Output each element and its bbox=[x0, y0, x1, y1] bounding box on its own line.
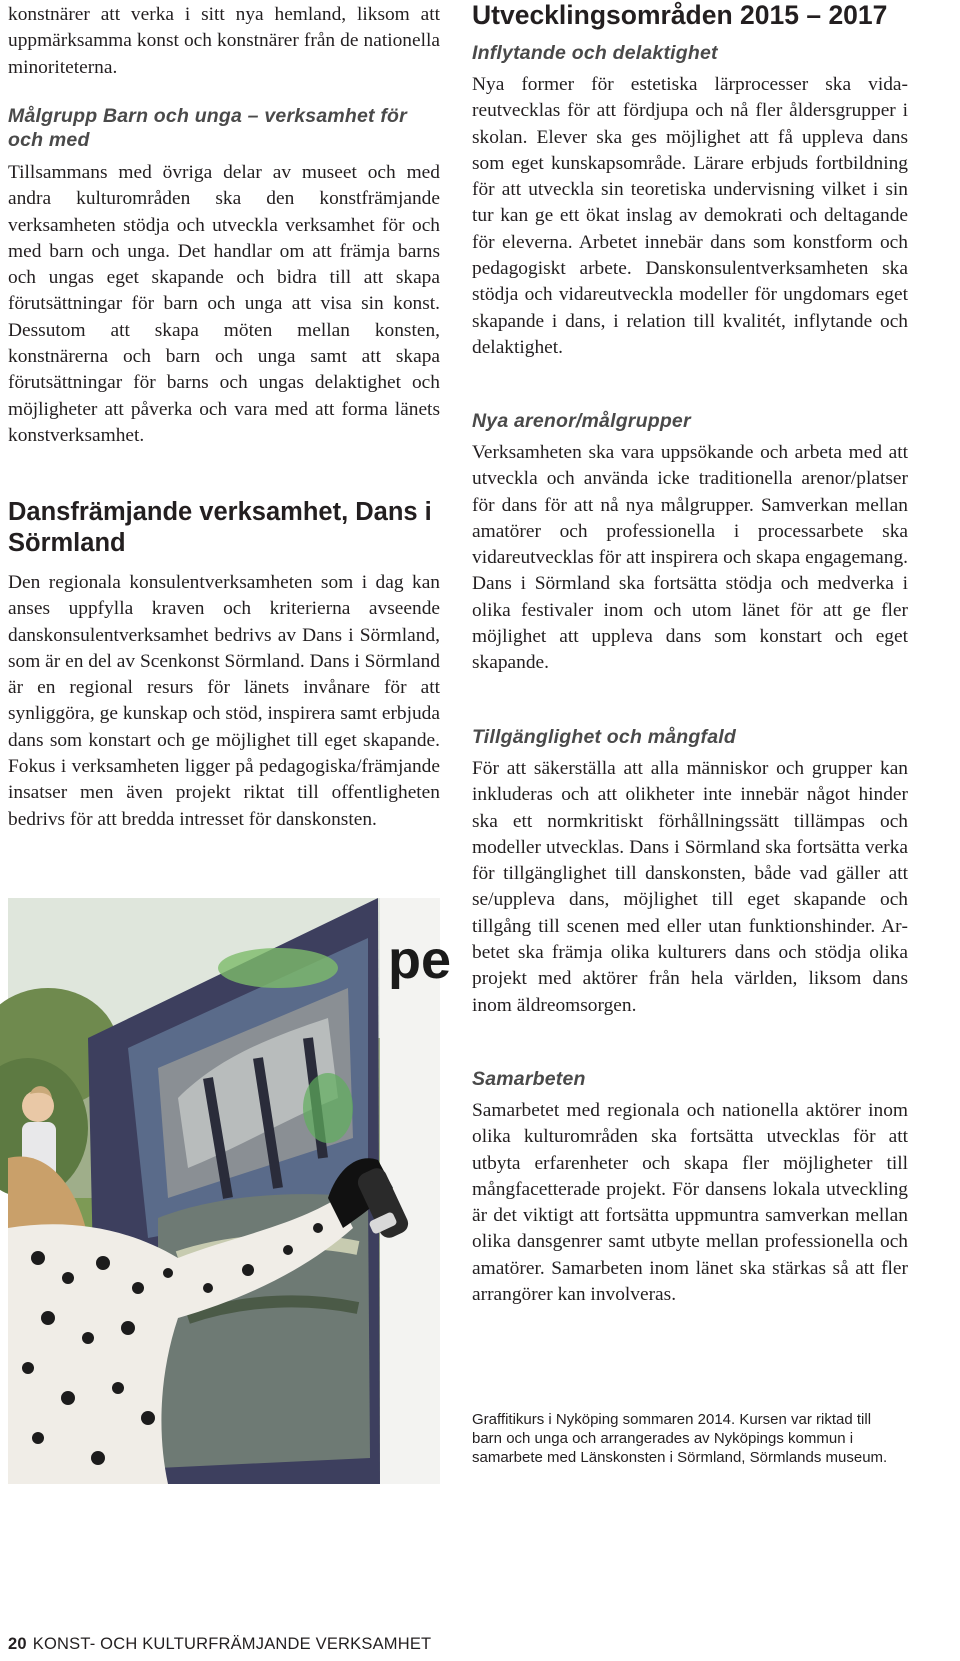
left-paragraph-2: Tillsammans med övriga delar av museet och med andra kulturområden ska den konstfrämjande verksamheten stödja och utveckla verksamhet för och med barn och unga. Det handlar om att främja barns och ungas eget skapande och bidra till att skapa förutsättningar för barn och unga att visa sin konst. Dessutom att skapa möten mellan konsten, konstnärerna och barn och unga samt att skapa förutsättningar för barns och ungas delaktighet och möjligheter att påverka och vara med att forma länets konstverksamhet. bbox=[8, 162, 440, 446]
right-paragraph-3: För att säkerställa att alla människor och grupper kan inkluderas och att olikheter inte innebär något hinder ska ett normkritiskt förhållningssätt tillämpas och modeller utvecklas. Dans i Sörmland ska fortsätta verka för tillgänglighet till danskonsten, både vad gäller att se/uppleva dans, möjlighet till eget skapande och tillgång till scenen med eller utan funktionshinder. Arbetet ska främja olika kulturers dans och stödja olika projekt med aktörer från hela världen, liksom dans inom äldreomsorgen. bbox=[472, 758, 908, 1016]
photo-caption: Graffitikurs i Nyköping sommaren 2014. Kursen var riktad till barn och unga och arrangerades av Nyköpings kommun i samarbete med Länskonsten i Sörmland, Sörmlands museum. bbox=[472, 1411, 888, 1467]
subheading-inflytande: Inflytande och delaktighet bbox=[472, 42, 718, 64]
left-paragraph-3: Den regionala konsulentverksamheten som i dag kan anses uppfylla kraven och kriterierna avseende danskonsulentverksamhet bedrivs av Dans i Sörmland, som är en del av Scenkonst Sörmland. Dans i Sörmland är en regional resurs för länets invånare för att synliggöra, ge kunskap och stöd, inspirera samt erbjuda dans som konstart och ge möjlighet till eget skapande. Fokus i verksamheten ligger på pedagogiska/främjande insatser men även projekt riktat till offentligheten bedrivs för att bredda intresset för danskonsten. bbox=[8, 572, 440, 830]
left-paragraph-1: konstnärer att verka i sitt nya hemland, liksom att uppmärksamma konst och konstnärer från de nationella minoriteterna. bbox=[8, 4, 440, 78]
page-footer bbox=[8, 1634, 431, 1654]
page-number: 20 bbox=[8, 1635, 27, 1653]
subheading-malgrupp: Målgrupp Barn och unga – verksamhet för och med bbox=[8, 105, 407, 151]
subheading-nya-arenor: Nya arenor/målgrupper bbox=[472, 410, 691, 432]
svg-text:pe: pe bbox=[388, 930, 452, 990]
heading-dansframjande: Dansfrämjande verksamhet, Dans i Sörmland bbox=[8, 498, 432, 557]
graffiti-photo bbox=[8, 898, 452, 1484]
right-paragraph-2: Verksamheten ska vara uppsökande och arbeta med att utveckla och använda icke traditionella arenor/platser för dans för att nå nya målgrupper. Samverkan mellan amatörer och professionella i processarbete ska vidareutvecklas för att inspirera och skapa engagemang. Dans i Sörmland ska fortsätta stödja och medverka i olika festivaler inom och utom länet för att ge fler möjlighet att uppleva dans som konstart och eget skapande. bbox=[472, 442, 908, 674]
footer-section-title: KONST- OCH KULTURFRÄMJANDE VERKSAMHET bbox=[32, 1635, 432, 1653]
right-paragraph-4: Samarbetet med regionala och nationella aktörer inom olika kulturområden ska fortsätta utvecklas för att utbyta erfarenheter och skapa fler möjligheter till mångfacetterade projekt. För dansens lokala utveckling är det viktigt att fortsätta uppmuntra samverkan mellan olika dansgenrer samt utbyte mellan professionella och amatörer. Samarbeten inom länet ska stärkas så att fler arrangörer kan involveras. bbox=[472, 1100, 908, 1306]
right-paragraph-1: Nya former för estetiska lärprocesser ska vidareutvecklas för att fördjupa och nå fler åldersgrupper i skolan. Elever ska ges möjlighet att få uppleva dans som eget kunskapsområde. Lärare erbjuds fortbildning för att utveckla sin teoretiska undervisning vilket i sin tur kan ge ett ökat inslag av demokrati och deltagande för eleverna. Arbetet innebär dans som konstform och pedagogiskt arbete. Danskonsulentverksamheten ska stödja och vidareutveckla modeller för ungdomars eget skapande i dans, i relation till kvalitét, inflytande och delaktighet. bbox=[472, 74, 908, 358]
subheading-samarbeten: Samarbeten bbox=[472, 1068, 586, 1090]
heading-utvecklingsomraden: Utvecklingsområden 2015 – 2017 bbox=[472, 0, 888, 30]
subheading-tillganglighet: Tillgänglighet och mångfald bbox=[472, 726, 736, 748]
